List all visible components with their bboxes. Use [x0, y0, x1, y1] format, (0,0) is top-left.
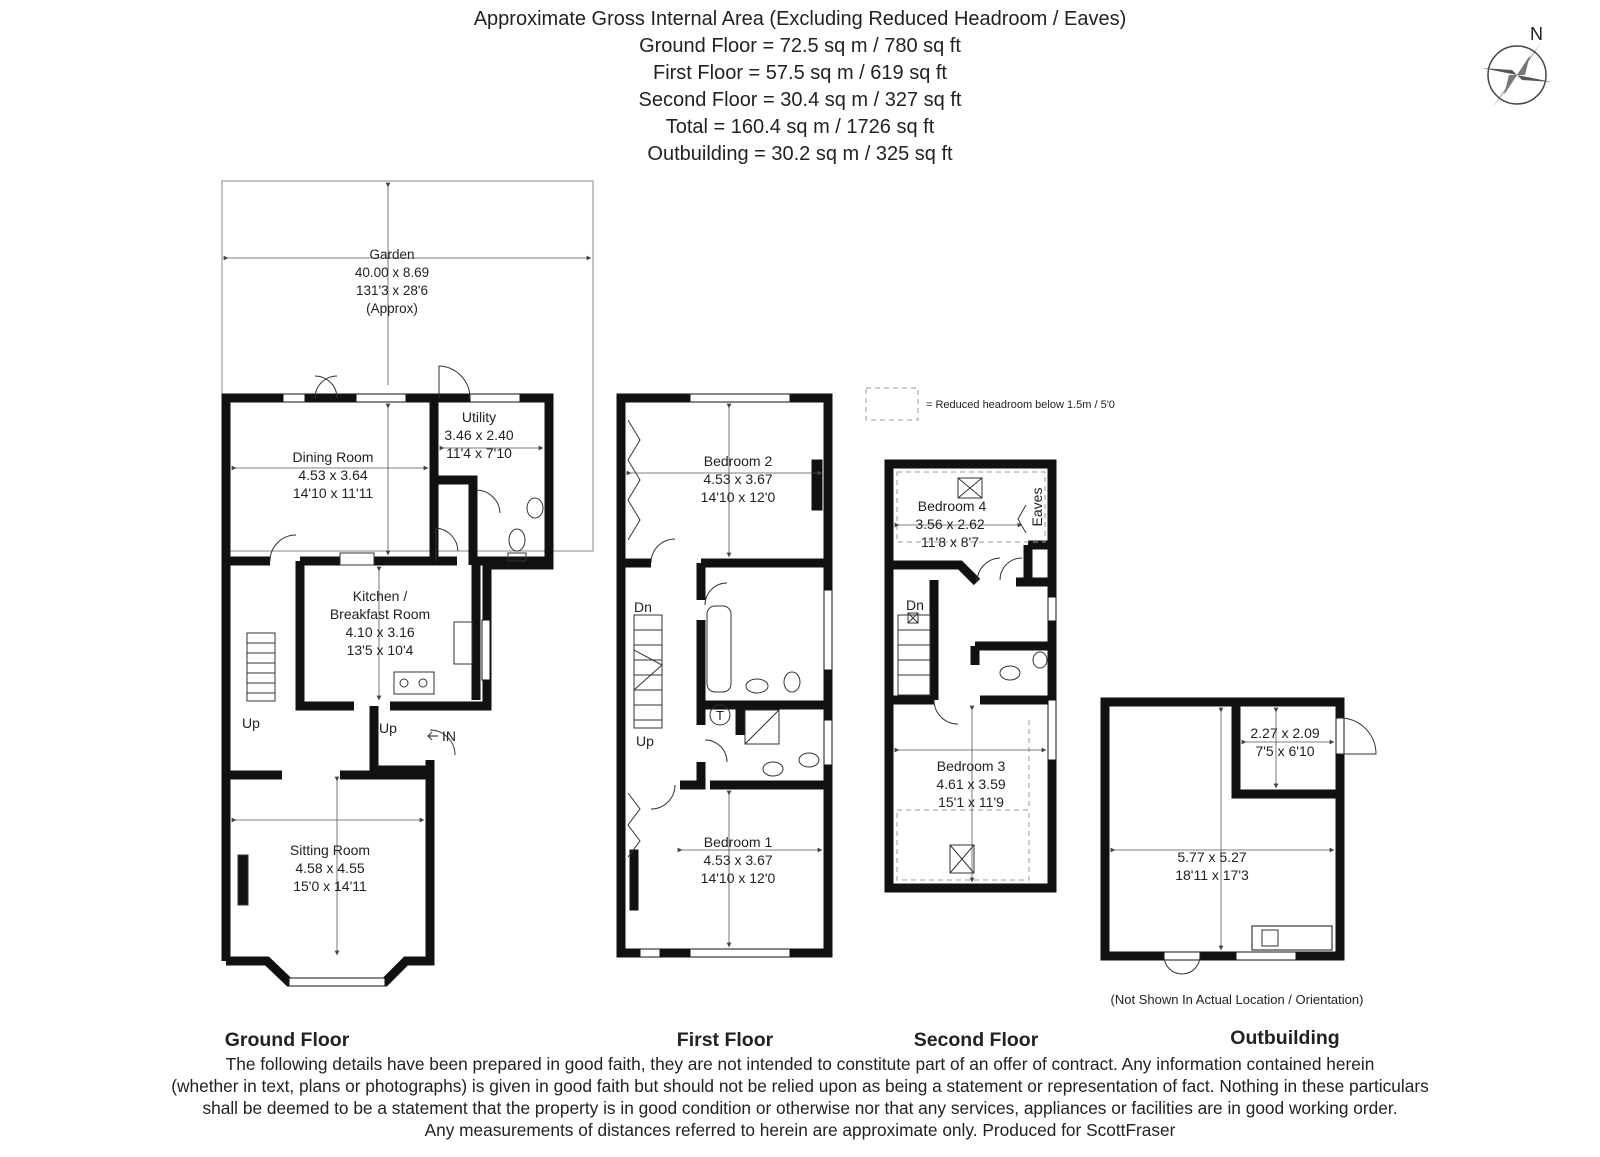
utility-name: Utility [461, 409, 497, 425]
disclaimer-line: The following details have been prepared in good faith, they are not intended to constitute part of an offer of contract. Any information contained herein [225, 1054, 1375, 1074]
bedroom3-name: Bedroom 3 [936, 758, 1006, 774]
outbuilding-title: Outbuilding [1230, 1027, 1340, 1049]
dining-imperial: 14'10 x 11'11 [292, 485, 374, 501]
kitchen-metric: 4.10 x 3.16 [345, 624, 415, 640]
utility-imperial: 11'4 x 7'10 [446, 445, 512, 461]
store-imperial: 7'5 x 6'10 [1255, 743, 1315, 759]
compass-label: N [1530, 24, 1543, 44]
disclaimer-line: (whether in text, plans or photographs) is given in good faith but should not be relied upon as being a statement or representation of fact. Nothing in these particulars [171, 1076, 1429, 1096]
entrance-label: IN [442, 728, 456, 744]
stairs-up-label: Up [242, 715, 260, 731]
stairs-down-label: Dn [634, 599, 652, 615]
store-metric: 2.27 x 2.09 [1250, 725, 1320, 741]
garden-outline [222, 181, 593, 551]
garden-note: (Approx) [366, 301, 418, 316]
ground-floor-plan [222, 181, 593, 986]
kitchen-imperial: 13'5 x 10'4 [346, 642, 414, 658]
bedroom2-metric: 4.53 x 3.67 [703, 471, 773, 487]
sitting-metric: 4.58 x 4.55 [295, 860, 365, 876]
bedroom3-imperial: 15'1 x 11'9 [938, 794, 1004, 810]
bedroom2-name: Bedroom 2 [703, 453, 773, 469]
legend-text: = Reduced headroom below 1.5m / 5'0 [926, 399, 1115, 411]
outbuilding-note: (Not Shown In Actual Location / Orientation) [1110, 992, 1364, 1007]
first-floor-plan [621, 394, 832, 957]
legend [866, 388, 1115, 420]
area-title: Approximate Gross Internal Area (Excluding Reduced Headroom / Eaves) [473, 8, 1127, 30]
first-floor-title: First Floor [676, 1029, 774, 1051]
step-up-label: Up [379, 720, 397, 736]
area-first: First Floor = 57.5 sq m / 619 sq ft [652, 62, 947, 84]
outbuilding-plan [1105, 702, 1376, 1007]
area-ground: Ground Floor = 72.5 sq m / 780 sq ft [639, 35, 961, 57]
bedroom4-imperial: 11'8 x 8'7 [920, 534, 980, 550]
second-floor-title: Second Floor [913, 1029, 1039, 1051]
area-outbuilding: Outbuilding = 30.2 sq m / 325 sq ft [647, 143, 953, 165]
bedroom1-metric: 4.53 x 3.67 [703, 852, 773, 868]
outbuilding-imperial: 18'11 x 17'3 [1175, 867, 1249, 883]
area-second: Second Floor = 30.4 sq m / 327 sq ft [638, 89, 962, 111]
bedroom4-name: Bedroom 4 [917, 498, 987, 514]
eaves-label: Eaves [1029, 487, 1045, 527]
ground-floor-title: Ground Floor [224, 1029, 350, 1051]
area-total: Total = 160.4 sq m / 1726 sq ft [665, 116, 935, 138]
outbuilding-metric: 5.77 x 5.27 [1177, 849, 1247, 865]
dining-metric: 4.53 x 3.64 [298, 467, 368, 483]
disclaimer [80, 1053, 1520, 1141]
bedroom2-imperial: 14'10 x 12'0 [700, 489, 776, 505]
utility-metric: 3.46 x 2.40 [444, 427, 514, 443]
bedroom4-metric: 3.56 x 2.62 [915, 516, 985, 532]
entrance-arrow-icon [428, 732, 438, 740]
disclaimer-line: shall be deemed to be a statement that the property is in good condition or otherwise nor that any services, appliances or facilities are in good working order. [202, 1098, 1398, 1118]
cylinder-label: T [716, 708, 724, 723]
stairs-down-label: Dn [906, 597, 924, 613]
kitchen-name-1: Kitchen / [352, 588, 408, 604]
bedroom1-name: Bedroom 1 [703, 834, 773, 850]
bedroom3-metric: 4.61 x 3.59 [936, 776, 1006, 792]
disclaimer-line: Any measurements of distances referred to herein are approximate only. Produced for ScottFraser [424, 1120, 1176, 1140]
dining-name: Dining Room [292, 449, 374, 465]
garden-imperial: 131'3 x 28'6 [356, 283, 428, 298]
second-floor-plan [889, 464, 1056, 888]
compass-icon [1482, 24, 1552, 108]
sitting-name: Sitting Room [289, 842, 371, 858]
sitting-imperial: 15'0 x 14'11 [293, 878, 367, 894]
kitchen-name-2: Breakfast Room [329, 606, 431, 622]
stairs-up-label: Up [636, 733, 654, 749]
garden-name: Garden [369, 247, 415, 262]
bedroom1-imperial: 14'10 x 12'0 [700, 870, 776, 886]
garden-metric: 40.00 x 8.69 [354, 265, 430, 280]
